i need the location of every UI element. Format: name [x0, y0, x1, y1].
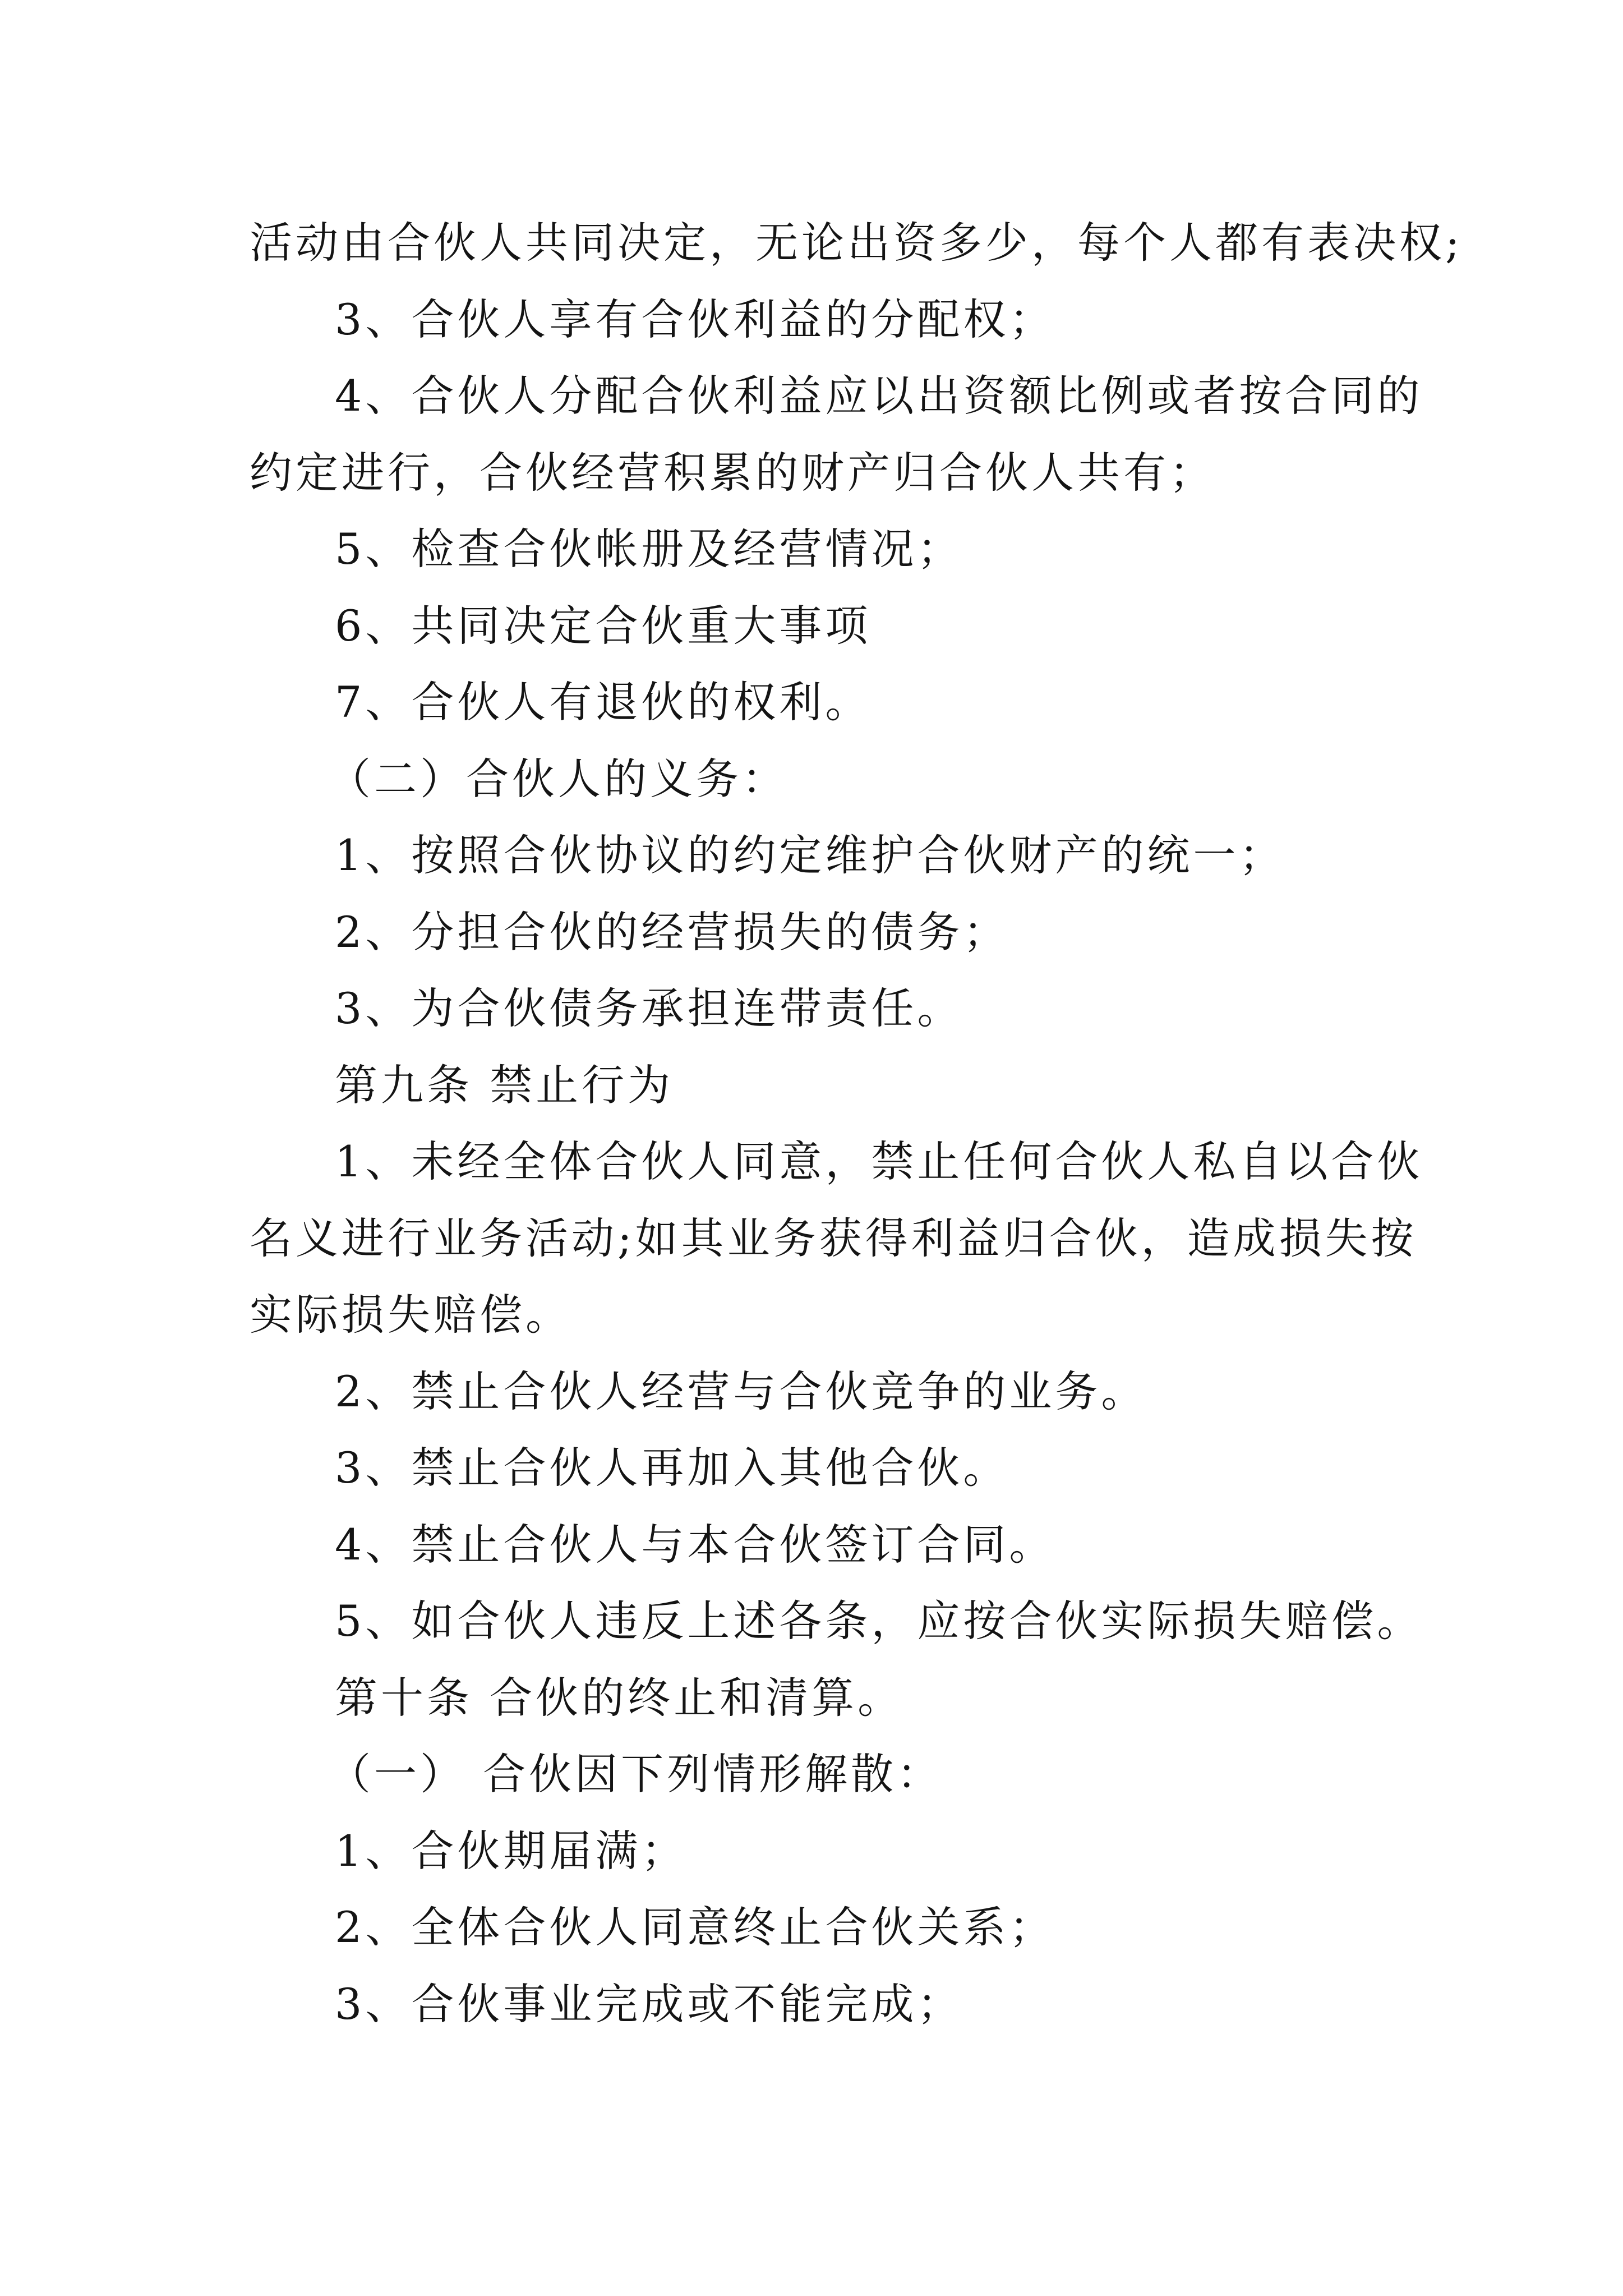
document-body	[250, 205, 1463, 2042]
paragraph-line: 1、未经全体合伙人同意，禁止任何合伙人私自以合伙	[335, 1137, 1423, 1186]
paragraph-line: 5、检查合伙帐册及经营情况；	[335, 524, 963, 574]
paragraph-line: 6、共同决定合伙重大事项	[335, 600, 872, 651]
paragraph-line: 4、合伙人分配合伙利益应以出资额比例或者按合同的	[335, 371, 1423, 421]
paragraph-line: 1、合伙期届满；	[335, 1825, 688, 1876]
paragraph-line: 约定进行，合伙经营积累的财产归合伙人共有；	[250, 447, 1215, 498]
paragraph-line: 3、合伙事业完成或不能完成；	[335, 1978, 963, 2029]
article-heading: 第九条 禁止行为	[335, 1060, 674, 1110]
paragraph-line: 3、禁止合伙人再加入其他合伙。	[335, 1443, 1009, 1493]
paragraph-line: 2、分担合伙的经营损失的债务；	[335, 907, 1009, 957]
paragraph-line: 5、如合伙人违反上述各条，应按合伙实际损失赔偿。	[335, 1596, 1423, 1646]
paragraph-line: 2、禁止合伙人经营与合伙竞争的业务。	[335, 1366, 1147, 1416]
article-heading: 第十条 合伙的终止和清算。	[335, 1672, 904, 1723]
paragraph-line: 2、全体合伙人同意终止合伙关系；	[335, 1902, 1055, 1952]
paragraph-line: 7、合伙人有退伙的权利。	[335, 677, 872, 727]
paragraph-line: 1、按照合伙协议的约定维护合伙财产的统一；	[335, 830, 1285, 880]
paragraph-line: 3、合伙人享有合伙利益的分配权；	[335, 294, 1055, 344]
paragraph-line: 实际损失赔偿。	[250, 1290, 571, 1340]
paragraph-line: 3、为合伙债务承担连带责任。	[335, 983, 963, 1033]
paragraph-line: 名义进行业务活动;如其业务获得利益归合伙，造成损失按	[250, 1213, 1417, 1263]
paragraph-line: 4、禁止合伙人与本合伙签订合同。	[335, 1519, 1055, 1570]
paragraph-line: 活动由合伙人共同决定，无论出资多少，每个人都有表决权;	[250, 218, 1463, 268]
section-heading: （二）合伙人的义务：	[328, 753, 788, 804]
section-heading: （一） 合伙因下列情形解散：	[328, 1749, 943, 1799]
